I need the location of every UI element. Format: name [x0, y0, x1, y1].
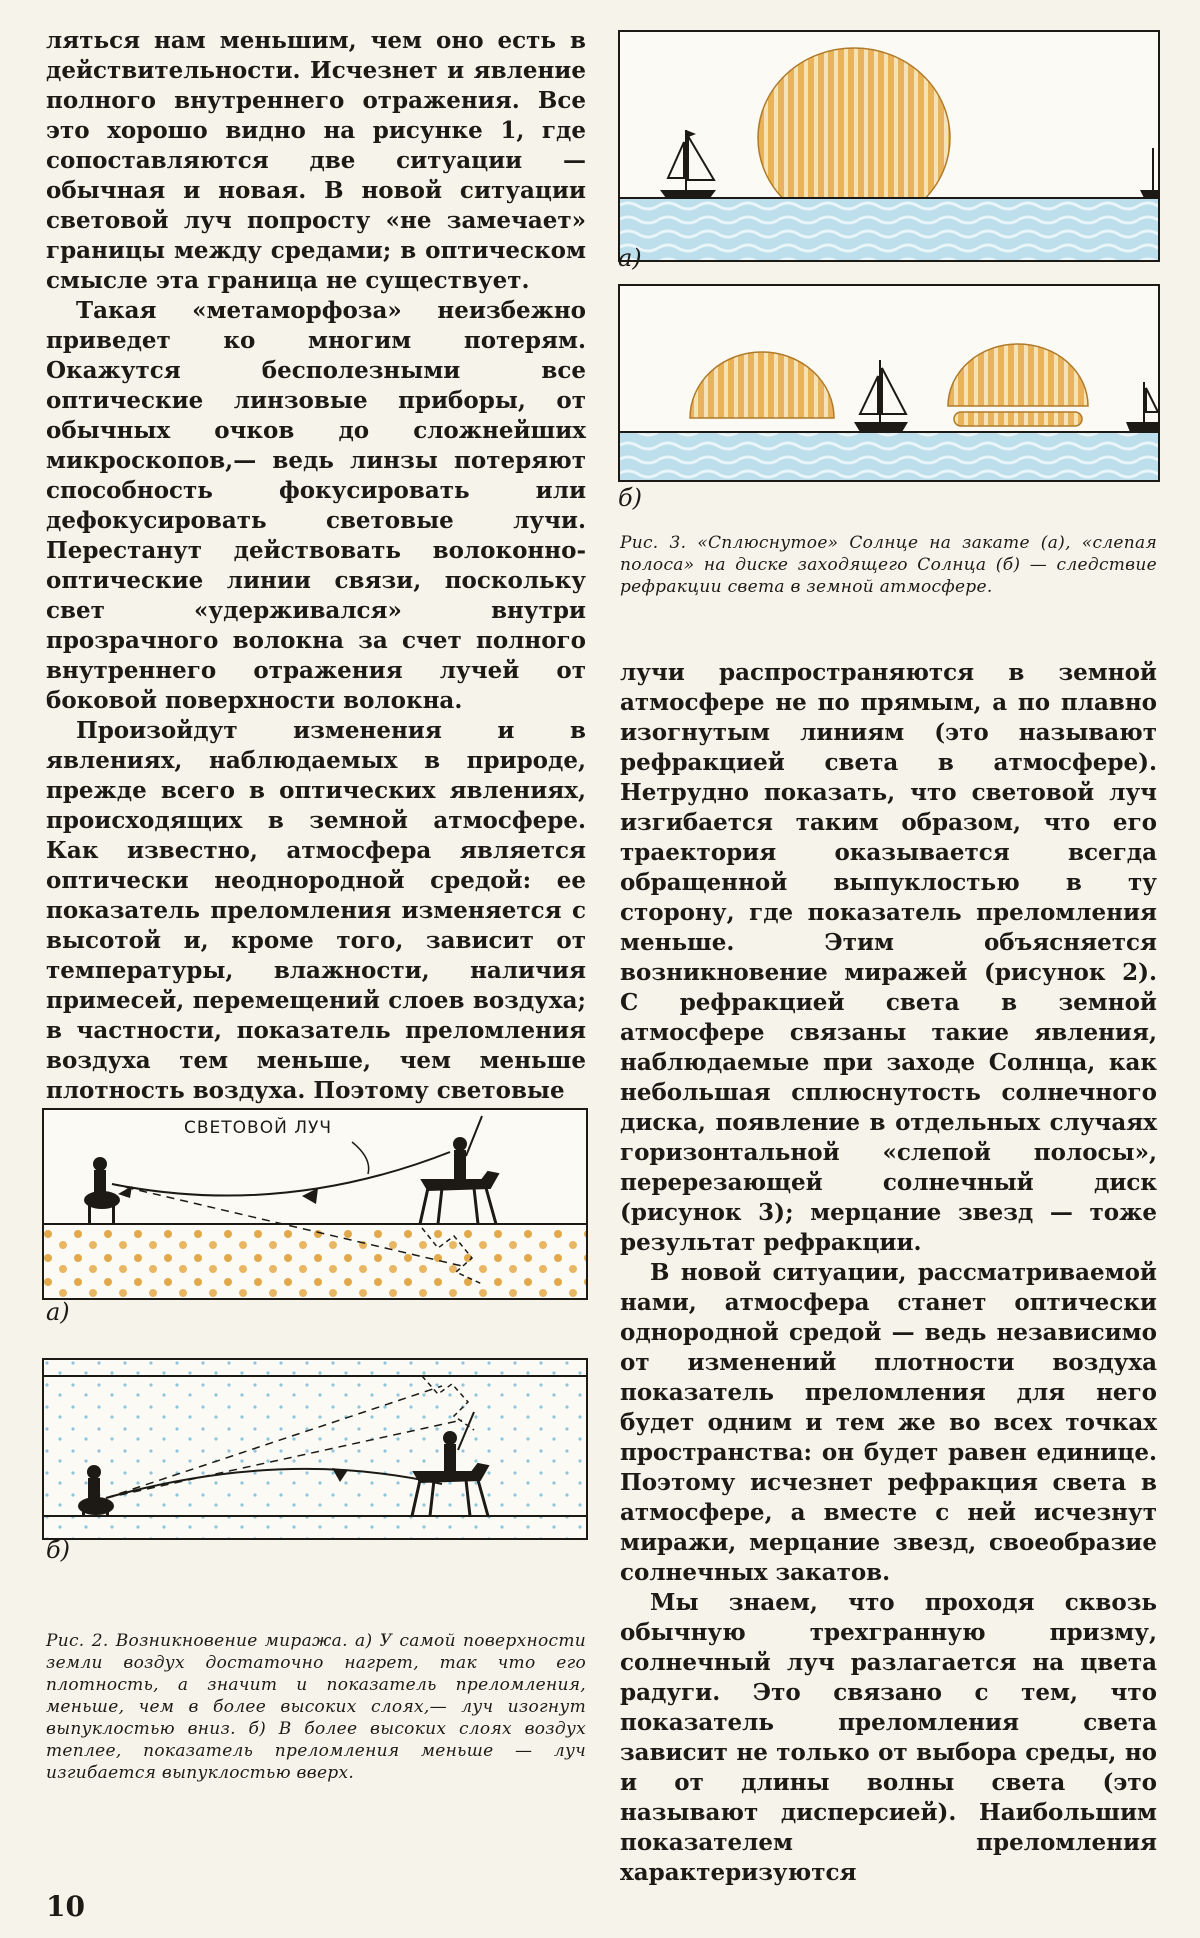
figure-2a: [42, 1108, 588, 1324]
left-column: [46, 26, 586, 1106]
figure-3-caption: Рис. 3. «Сплюснутое» Солнце на закате (а), «слепая полоса» на диске заходящего Солнца (б) — следствие рефракции света в земной атмосфере.: [620, 533, 1157, 597]
sea: [620, 432, 1158, 480]
left-paragraph-3: Произойдут изменения и в явлениях, наблюдаемых в природе, прежде всего в оптических явлениях, происходящих в земной атмосфере. Как известно, атмосфера является оптически неоднородной средой: ее показатель преломления изменяется с высотой и, кроме того, зависит от температуры, влажности, наличия примесей, перемещений слоев воздуха; в частности, показатель преломления воздуха тем меньше, чем меньше плотность воздуха. Поэтому световые: [46, 717, 586, 1104]
left-paragraph-1: ляться нам меньшим, чем оно есть в действительности. Исчезнет и явление полного внутреннего отражения. Все это хорошо видно на рисунке 1, где сопоставляются две ситуации — обычная и новая. В новой ситуации световой луч попросту «не замечает» границы между средами; в оптическом смысле эта граница не существует.: [46, 27, 586, 294]
sun-right-lower-band: [954, 412, 1082, 426]
figure-2a-label: а): [46, 1298, 70, 1326]
figure-2b-label: б): [46, 1536, 71, 1564]
figure-2-caption: Рис. 2. Возникновение миража. а) У самой поверхности земли воздух достаточно нагрет, так что его плотность, а значит и показатель преломления, меньше, чем в более высоких слоях,— луч изогнут выпуклостью вниз. б) В более высоких слоях воздух теплее, показатель преломления меньше — луч изгибается выпуклостью вверх.: [46, 1631, 586, 1783]
figure-2b: [42, 1358, 588, 1564]
figure-2b-drawing: [42, 1358, 588, 1564]
right-column: [620, 658, 1157, 1888]
figure-3b: [618, 284, 1160, 512]
sea: [620, 198, 1158, 260]
figure-3b-drawing: [618, 284, 1160, 506]
right-paragraph-3: Мы знаем, что проходя сквозь обычную трехгранную призму, солнечный луч разлагается на цвета радуги. Это связано с тем, что показатель преломления света зависит не только от выбора среды, но и от длины волны света (это называют дисперсией). Наибольшим показателем преломления характеризуются: [620, 1589, 1157, 1886]
figure-3a-drawing: [618, 30, 1160, 262]
hot-ground: [44, 1224, 586, 1298]
right-paragraph-2: В новой ситуации, рассматриваемой нами, атмосфера станет оптически однородной средой — ведь независимо от изменений плотности воздуха показатель преломления для него будет одним и тем же во всех точках пространства: он будет равен единице. Поэтому исчезнет рефракция света в атмосфере, а вместе с ней исчезнут миражи, мерцание звезд, своеобразие солнечных закатов.: [620, 1259, 1157, 1586]
figure-3a-label: а): [618, 244, 642, 272]
left-paragraph-2: Такая «метаморфоза» неизбежно приведет ко многим потерям. Окажутся бесполезными все оптические линзовые приборы, от обычных очков до сложнейших микроскопов,— ведь линзы потеряют способность фокусировать или дефокусировать световые лучи. Перестанут действовать волоконно-оптические линии связи, поскольку свет «удерживался» внутри прозрачного волокна за счет полного внутреннего отражения лучей от боковой поверхности волокна.: [46, 297, 586, 714]
right-paragraph-1: лучи распространяются в земной атмосфере не по прямым, а по плавно изогнутым линиям (это называют рефракцией света в атмосфере). Нетрудно показать, что световой луч изгибается таким образом, что его траектория оказывается всегда обращенной выпуклостью в ту сторону, где показатель преломления меньше. Этим объясняется возникновение миражей (рисунок 2). С рефракцией света в земной атмосфере связаны такие явления, наблюдаемые при заходе Солнца, как небольшая сплюснутость солнечного диска, появление в отдельных случаях горизонтальной «слепой полосы», перерезающей солнечный диск (рисунок 3); мерцание звезд — тоже результат рефракции.: [620, 659, 1157, 1256]
ray-label: СВЕТОВОЙ ЛУЧ: [184, 1118, 332, 1138]
page-number: 10: [46, 1890, 85, 1923]
figure-3b-label: б): [618, 484, 643, 512]
figure-3a: [618, 30, 1160, 272]
figure-2a-drawing: [42, 1108, 588, 1324]
